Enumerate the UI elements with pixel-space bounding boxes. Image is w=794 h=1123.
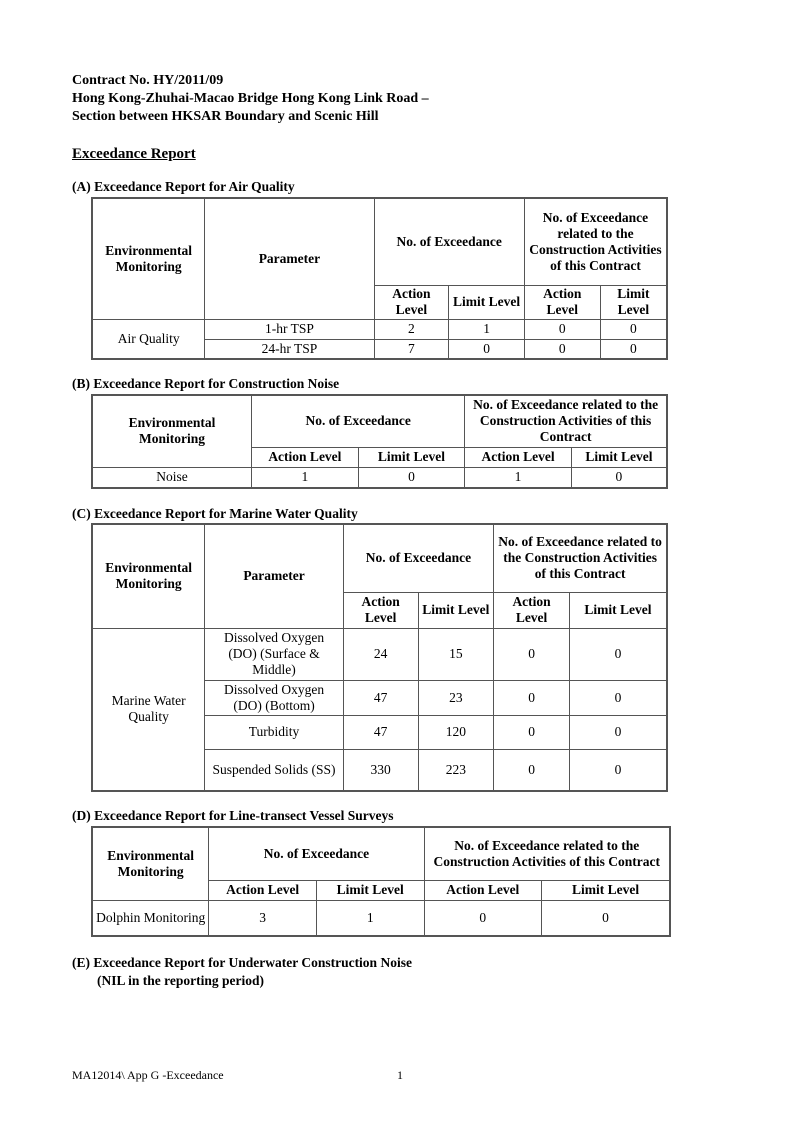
header-limit-level: Limit Level <box>418 592 494 628</box>
contract-limit-value: 0 <box>600 339 667 359</box>
header-no-exceedance: No. of Exceedance <box>252 395 465 447</box>
parameter-cell: Turbidity <box>205 715 343 749</box>
header-no-exceedance-related: No. of Exceedance related to the Construction Activities of this Contract <box>494 524 667 592</box>
contract-limit-value: 0 <box>600 319 667 339</box>
group-label: Marine Water Quality <box>92 628 205 791</box>
limit-value: 1 <box>316 900 424 936</box>
parameter-cell: 24-hr TSP <box>205 339 374 359</box>
header-action-level: Action Level <box>494 592 570 628</box>
action-value: 3 <box>209 900 317 936</box>
section-b-title: (B) Exceedance Report for Construction Noise <box>72 376 340 391</box>
limit-value: 0 <box>358 467 465 488</box>
header-action-level: Action Level <box>343 592 418 628</box>
header-limit-level: Limit Level <box>358 447 465 467</box>
action-value: 7 <box>374 339 449 359</box>
header-no-exceedance: No. of Exceedance <box>343 524 493 592</box>
group-label: Air Quality <box>92 319 205 359</box>
footer-doc-ref: MA12014\ App G -Exceedance <box>72 1068 224 1082</box>
header-env-monitoring: Environmental Monitoring <box>92 524 205 628</box>
header-env-monitoring: Environmental Monitoring <box>92 827 209 900</box>
contract-action-value: 0 <box>524 339 600 359</box>
parameter-cell: Dissolved Oxygen (DO) (Surface & Middle) <box>205 628 343 680</box>
parameter-cell: Dissolved Oxygen (DO) (Bottom) <box>205 680 343 715</box>
action-value: 24 <box>343 628 418 680</box>
header-action-level: Action Level <box>209 880 317 900</box>
header-no-exceedance: No. of Exceedance <box>209 827 424 880</box>
header-parameter: Parameter <box>205 198 374 319</box>
header-no-exceedance-related: No. of Exceedance related to the Construction Activities of this Contract <box>465 395 667 447</box>
header-action-level: Action Level <box>424 880 542 900</box>
header-limit-level: Limit Level <box>571 447 667 467</box>
header-limit-level: Limit Level <box>542 880 670 900</box>
contract-limit-value: 0 <box>569 715 667 749</box>
header-action-level: Action Level <box>465 447 572 467</box>
contract-action-value: 0 <box>494 628 570 680</box>
header-no-exceedance-related: No. of Exceedance related to the Construction Activities of this Contract <box>524 198 667 285</box>
contract-action-value: 0 <box>424 900 542 936</box>
contract-limit-value: 0 <box>542 900 670 936</box>
limit-value: 120 <box>418 715 494 749</box>
section-e-title: (E) Exceedance Report for Underwater Construction Noise <box>72 955 412 970</box>
contract-action-value: 1 <box>465 467 572 488</box>
contract-action-value: 0 <box>494 680 570 715</box>
contract-number: Contract No. HY/2011/09 <box>72 73 224 88</box>
header-limit-level: Limit Level <box>600 285 667 319</box>
limit-value: 23 <box>418 680 494 715</box>
limit-value: 1 <box>449 319 525 339</box>
header-limit-level: Limit Level <box>316 880 424 900</box>
header-env-monitoring: Environmental Monitoring <box>92 198 205 319</box>
header-no-exceedance: No. of Exceedance <box>374 198 524 285</box>
vessel-survey-table <box>91 826 671 937</box>
header-action-level: Action Level <box>524 285 600 319</box>
project-section: Section between HKSAR Boundary and Scenic Hill <box>72 109 379 124</box>
parameter-cell: 1-hr TSP <box>205 319 374 339</box>
header-action-level: Action Level <box>374 285 449 319</box>
contract-limit-value: 0 <box>569 628 667 680</box>
construction-noise-table <box>91 394 668 489</box>
section-c-title: (C) Exceedance Report for Marine Water Quality <box>72 506 358 521</box>
section-e-note: (NIL in the reporting period) <box>97 973 265 988</box>
action-value: 1 <box>252 467 359 488</box>
contract-action-value: 0 <box>524 319 600 339</box>
action-value: 47 <box>343 715 418 749</box>
action-value: 47 <box>343 680 418 715</box>
marine-water-quality-table <box>91 523 668 792</box>
header-action-level: Action Level <box>252 447 359 467</box>
page-number: 1 <box>397 1068 403 1082</box>
monitoring-cell: Dolphin Monitoring <box>92 900 209 936</box>
report-title: Exceedance Report <box>72 146 196 162</box>
section-d-title: (D) Exceedance Report for Line-transect Vessel Surveys <box>72 808 394 823</box>
header-no-exceedance-related: No. of Exceedance related to the Construction Activities of this Contract <box>424 827 670 880</box>
header-env-monitoring: Environmental Monitoring <box>92 395 252 467</box>
section-a-title: (A) Exceedance Report for Air Quality <box>72 179 295 194</box>
action-value: 2 <box>374 319 449 339</box>
project-title: Hong Kong-Zhuhai-Macao Bridge Hong Kong Link Road – <box>72 91 429 106</box>
monitoring-cell: Noise <box>92 467 252 488</box>
contract-action-value: 0 <box>494 715 570 749</box>
contract-action-value: 0 <box>494 749 570 791</box>
contract-limit-value: 0 <box>569 749 667 791</box>
header-limit-level: Limit Level <box>569 592 667 628</box>
limit-value: 0 <box>449 339 525 359</box>
contract-limit-value: 0 <box>571 467 667 488</box>
header-limit-level: Limit Level <box>449 285 525 319</box>
contract-limit-value: 0 <box>569 680 667 715</box>
limit-value: 223 <box>418 749 494 791</box>
parameter-cell: Suspended Solids (SS) <box>205 749 343 791</box>
limit-value: 15 <box>418 628 494 680</box>
air-quality-table <box>91 197 668 360</box>
header-parameter: Parameter <box>205 524 343 628</box>
action-value: 330 <box>343 749 418 791</box>
